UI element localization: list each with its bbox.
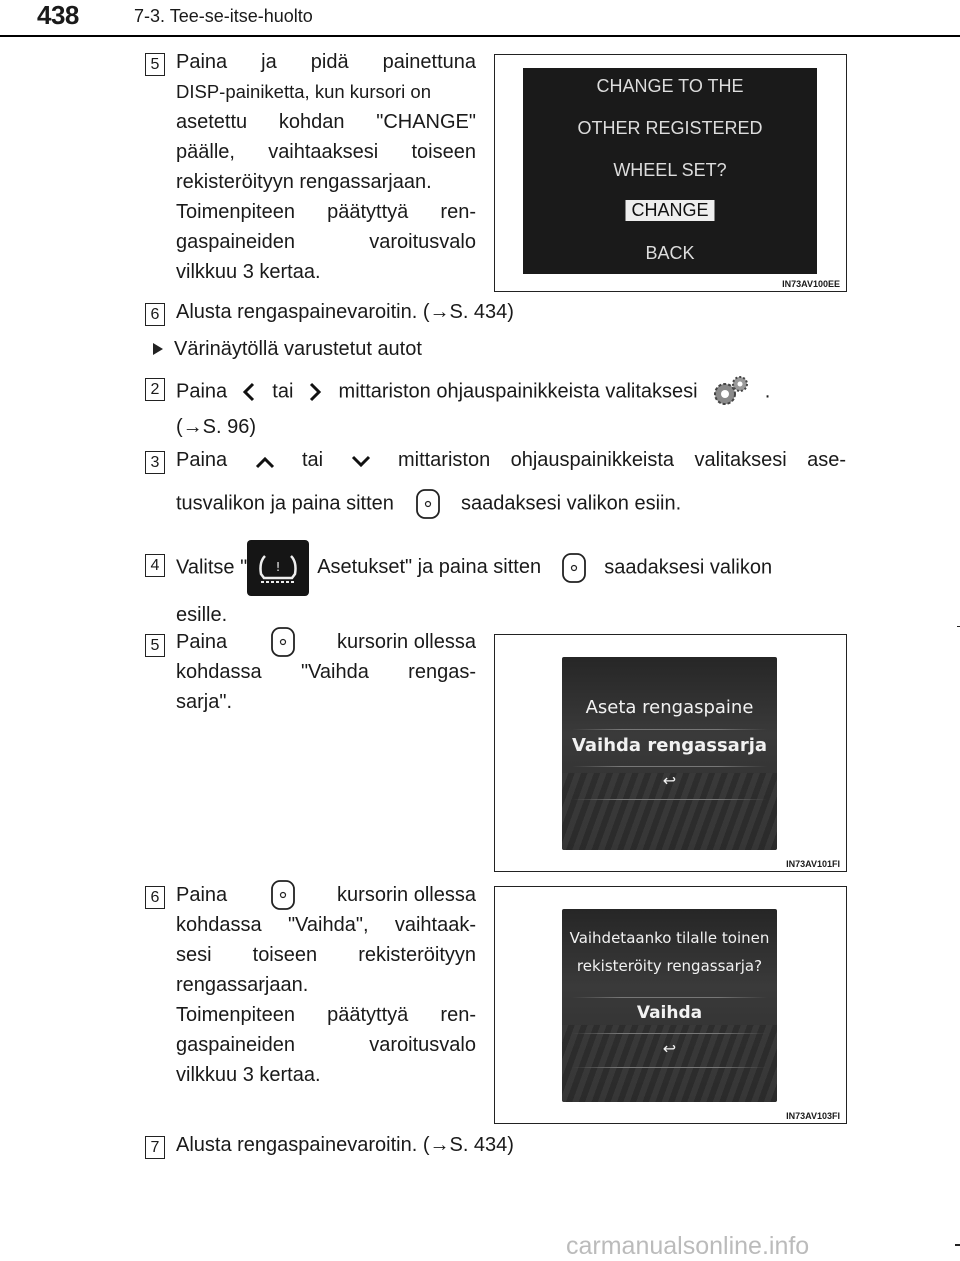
chevron-down-icon bbox=[344, 449, 378, 473]
ok-button-icon bbox=[262, 627, 302, 657]
step-number: 5 bbox=[145, 53, 165, 76]
text-line: sarja". bbox=[176, 691, 233, 713]
watermark: carmanualsonline.info bbox=[566, 1232, 810, 1260]
header-rule bbox=[0, 35, 960, 37]
text: Paina bbox=[176, 884, 228, 906]
step-text bbox=[176, 47, 476, 287]
svg-text:!: ! bbox=[275, 560, 281, 574]
text-line: kohdassa "Vaihda", vaihtaak- bbox=[176, 914, 476, 936]
text: tai bbox=[272, 380, 294, 403]
ok-button-icon bbox=[553, 551, 593, 585]
back-icon: ↩ bbox=[662, 1039, 677, 1058]
text: (→S. 96) bbox=[176, 416, 257, 438]
step-text bbox=[176, 445, 846, 521]
chevron-left-icon bbox=[233, 380, 267, 404]
text: tusvalikon ja paina sitten bbox=[176, 492, 394, 515]
text: tai bbox=[302, 449, 324, 471]
tire-pressure-icon bbox=[247, 540, 309, 596]
display-screen bbox=[523, 68, 817, 274]
ok-button-icon bbox=[262, 880, 302, 910]
text: Paina bbox=[176, 449, 228, 471]
confirm-question: Vaihdetaanko tilalle toinen bbox=[569, 929, 770, 947]
display-text: OTHER REGISTERED bbox=[577, 118, 763, 138]
confirm-question: rekisteröity rengassarja? bbox=[576, 957, 763, 975]
text: kursorin ollessa bbox=[337, 631, 476, 653]
figure-menu-tire-settings bbox=[494, 634, 847, 872]
step-text bbox=[176, 880, 476, 1090]
text-line: rengassarjaan. bbox=[176, 974, 309, 996]
text-line: DISP-painiketta, kun kursori on bbox=[176, 81, 432, 102]
change-option: CHANGE bbox=[625, 200, 714, 221]
lcd-screen bbox=[562, 657, 777, 850]
figure-code: IN73AV101FI bbox=[786, 859, 840, 869]
figure-code: IN73AV100EE bbox=[782, 279, 840, 289]
divider bbox=[572, 766, 767, 767]
text: Paina bbox=[176, 380, 228, 403]
text-line: Paina ja pidä painettuna bbox=[176, 51, 476, 73]
figure-confirm-change bbox=[494, 886, 847, 1124]
divider bbox=[572, 1033, 767, 1034]
step-number: 6 bbox=[145, 303, 165, 326]
step-text bbox=[176, 540, 846, 630]
ok-button-icon bbox=[407, 487, 447, 521]
text-line: asetettu kohdan "CHANGE" bbox=[176, 111, 476, 133]
text-line: gaspaineiden varoitusvalo bbox=[176, 231, 476, 253]
divider bbox=[572, 997, 767, 998]
triangle-bullet-icon bbox=[152, 342, 164, 356]
background-pattern bbox=[562, 1025, 777, 1102]
page-number: 438 bbox=[37, 0, 79, 30]
step-text bbox=[176, 627, 476, 717]
text: saadaksesi valikon esiin. bbox=[461, 492, 682, 515]
text: Valitse " bbox=[176, 556, 248, 579]
step-text bbox=[176, 372, 846, 442]
text-line: rekisteröityyn rengassarjaan. bbox=[176, 171, 432, 193]
display-text: CHANGE TO THE bbox=[596, 76, 744, 96]
step-number: 5 bbox=[145, 634, 165, 657]
text-line: vilkkuu 3 kertaa. bbox=[176, 1064, 321, 1086]
section-title: 7-3. Tee-se-itse-huolto bbox=[134, 6, 313, 26]
figure-code: IN73AV103FI bbox=[786, 1111, 840, 1121]
text: . bbox=[764, 380, 771, 403]
chevron-up-icon bbox=[248, 449, 282, 473]
menu-item-set-pressure: Aseta rengaspaine bbox=[585, 697, 754, 718]
step-number: 7 bbox=[145, 1136, 165, 1159]
change-option: Vaihda bbox=[636, 1003, 703, 1023]
step-text: Alusta rengaspainevaroitin. (→S. 434) bbox=[176, 301, 514, 323]
text: mittariston ohjauspainikkeista valitaksesi bbox=[338, 380, 698, 403]
text-line: päälle, vaihtaaksesi toiseen bbox=[176, 141, 476, 163]
step-number: 3 bbox=[145, 451, 165, 474]
step-number: 6 bbox=[145, 886, 165, 909]
menu-item-change-wheel-set: Vaihda rengassarja bbox=[571, 735, 768, 756]
step-number: 4 bbox=[145, 554, 165, 577]
text: Asetukset" ja paina sitten bbox=[317, 556, 542, 579]
text: Paina bbox=[176, 631, 228, 653]
chevron-right-icon bbox=[299, 380, 333, 404]
subheading bbox=[152, 334, 422, 364]
divider bbox=[572, 1067, 767, 1068]
lcd-screen bbox=[562, 909, 777, 1102]
text-line: vilkkuu 3 kertaa. bbox=[176, 261, 321, 283]
figure-change-wheel-set bbox=[494, 54, 847, 292]
step-number: 2 bbox=[145, 378, 165, 401]
settings-gears-icon bbox=[707, 372, 755, 412]
text-line: Toimenpiteen päätyttyä ren- bbox=[176, 1004, 476, 1026]
step-text: Alusta rengaspainevaroitin. (→S. 434) bbox=[176, 1134, 514, 1156]
display-text: WHEEL SET? bbox=[613, 160, 727, 180]
divider bbox=[572, 799, 767, 800]
text-line: sesi toiseen rekisteröityyn bbox=[176, 944, 476, 966]
text: saadaksesi valikon bbox=[604, 556, 773, 579]
text: mittariston ohjauspainikkeista valitaksesi ase- bbox=[397, 449, 847, 471]
text-line: kohdassa "Vaihda rengas- bbox=[176, 661, 476, 683]
back-option: BACK bbox=[645, 243, 695, 263]
text: kursorin ollessa bbox=[337, 884, 476, 906]
margin-mark bbox=[955, 1244, 960, 1246]
divider bbox=[572, 729, 767, 730]
text: esille. bbox=[176, 604, 228, 626]
back-icon: ↩ bbox=[662, 771, 677, 790]
subheading-text: Värinäytöllä varustetut autot bbox=[174, 338, 422, 360]
text-line: Toimenpiteen päätyttyä ren- bbox=[176, 201, 476, 223]
text-line: gaspaineiden varoitusvalo bbox=[176, 1034, 476, 1056]
